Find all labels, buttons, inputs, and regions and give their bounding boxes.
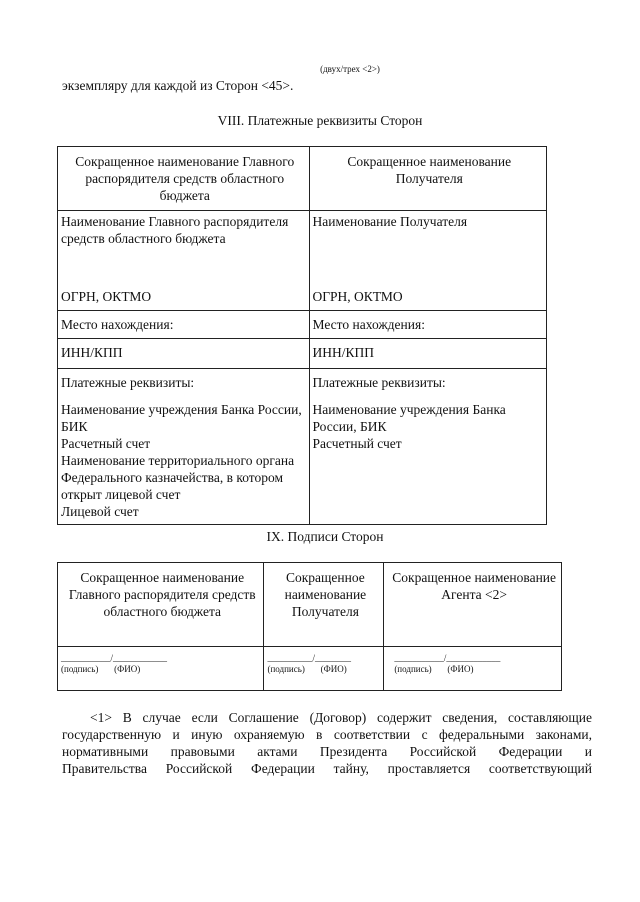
signature-caption: (подпись) (ФИО) bbox=[394, 664, 474, 674]
col2-name-text: Наименование Получателя bbox=[312, 214, 468, 229]
col2-payment bbox=[309, 369, 547, 525]
table8-name-col1 bbox=[58, 211, 310, 311]
copy-line: экземпляру для каждой из Сторон <45>. bbox=[62, 78, 294, 93]
signatures-table bbox=[57, 562, 562, 691]
section9-title: IX. Подписи Сторон bbox=[266, 529, 384, 544]
col1-payment-label: Платежные реквизиты: bbox=[61, 375, 195, 390]
signature-line: ___________/____________ bbox=[61, 653, 168, 663]
col2-account: Расчетный счет bbox=[312, 436, 402, 451]
col2-bank-name: Наименование учреждения Банка России, БИК bbox=[312, 402, 506, 434]
col1-account: Расчетный счет bbox=[61, 436, 151, 451]
payment-details-table bbox=[57, 146, 547, 525]
table8-name-col2 bbox=[309, 211, 547, 311]
footnote-line: государственную и иную охраняемую в соответствии с федеральными законами, bbox=[62, 727, 592, 742]
footnote-line: <1> В случае если Соглашение (Договор) содержит сведения, составляющие bbox=[90, 710, 592, 725]
signature-caption: (подпись) (ФИО) bbox=[61, 664, 141, 674]
footnote bbox=[62, 709, 592, 777]
col1-treasury: Наименование территориального органа Федерального казначейства, в котором открыт лицевой счет bbox=[61, 453, 295, 502]
col1-inn: ИНН/КПП bbox=[58, 339, 310, 369]
col1-location: Место нахождения: bbox=[58, 311, 310, 339]
footnote-line: нормативными правовыми актами Президента Российской Федерации и bbox=[62, 744, 592, 759]
col1-personal-account: Лицевой счет bbox=[61, 504, 139, 519]
sig-cell-col2 bbox=[264, 647, 384, 691]
sig-header-col1: Сокращенное наименование Главного распорядителя средств областного бюджета bbox=[58, 563, 264, 647]
signature-caption: (подпись) (ФИО) bbox=[267, 664, 347, 674]
col1-bank-name: Наименование учреждения Банка России, БИК bbox=[61, 402, 302, 434]
col1-payment bbox=[58, 369, 310, 525]
col2-payment-label: Платежные реквизиты: bbox=[312, 375, 446, 390]
sig-header-col2: Сокращенное наименование Получателя bbox=[264, 563, 384, 647]
table8-header-col2: Сокращенное наименование Получателя bbox=[309, 147, 547, 211]
col2-location: Место нахождения: bbox=[309, 311, 547, 339]
col2-ogrn: ОГРН, ОКТМО bbox=[312, 289, 403, 304]
footnote-line: Правительства Российской Федерации тайну, проставляется соответствующий bbox=[62, 761, 592, 776]
col1-ogrn: ОГРН, ОКТМО bbox=[61, 289, 152, 304]
sig-header-col3: Сокращенное наименование Агента <2> bbox=[384, 563, 562, 647]
section8-title: VIII. Платежные реквизиты Сторон bbox=[217, 113, 423, 128]
signature-line: ___________/____________ bbox=[394, 653, 501, 663]
col2-inn: ИНН/КПП bbox=[309, 339, 547, 369]
signature-line: __________/________ bbox=[267, 653, 351, 663]
sig-cell-col3 bbox=[384, 647, 562, 691]
note-above: (двух/трех <2>) bbox=[320, 64, 380, 74]
sig-cell-col1 bbox=[58, 647, 264, 691]
table8-header-col1: Сокращенное наименование Главного распорядителя средств областного бюджета bbox=[58, 147, 310, 211]
col1-name-text: Наименование Главного распорядителя средств областного бюджета bbox=[61, 214, 289, 246]
